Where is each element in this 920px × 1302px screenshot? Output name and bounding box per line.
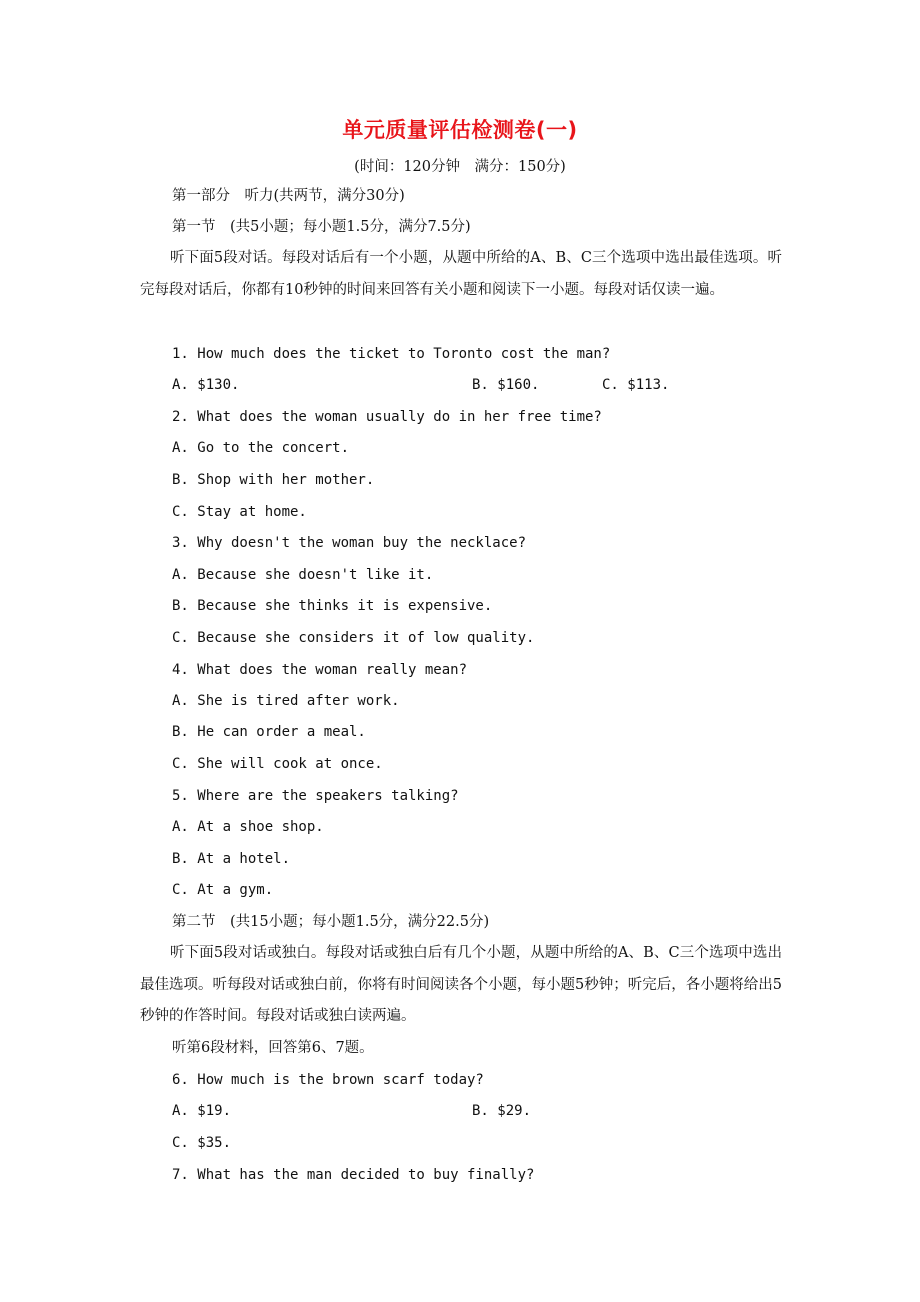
question-5-option-c: C. At a gym. bbox=[172, 882, 274, 898]
question-7-stem: 7. What has the man decided to buy finally? bbox=[172, 1167, 535, 1183]
question-2-option-c: C. Stay at home. bbox=[172, 504, 307, 520]
question-5-option-b: B. At a hotel. bbox=[172, 851, 291, 867]
question-1-stem: 1. How much does the ticket to Toronto cost the man? bbox=[172, 346, 611, 362]
question-1-option-c: C. $113. bbox=[602, 377, 670, 393]
section1-heading: 第一节 (共5小题；每小题1.5分，满分7.5分) bbox=[172, 219, 471, 235]
question-2-option-b: B. Shop with her mother. bbox=[172, 472, 375, 488]
question-4-stem: 4. What does the woman really mean? bbox=[172, 662, 468, 678]
question-3-option-c: C. Because she considers it of low quality. bbox=[172, 630, 535, 646]
question-3-stem: 3. Why doesn't the woman buy the necklace? bbox=[172, 535, 527, 551]
question-4-option-c: C. She will cook at once. bbox=[172, 756, 383, 772]
question-2-stem: 2. What does the woman usually do in her free time? bbox=[172, 409, 602, 425]
section1-instructions: 听下面5段对话。每段对话后有一个小题，从题中所给的A、B、C三个选项中选出最佳选项。听完每段对话后，你都有10秒钟的时间来回答有关小题和阅读下一小题。每段对话仅读一遍。 bbox=[140, 250, 782, 298]
question-3-option-a: A. Because she doesn't like it. bbox=[172, 567, 434, 583]
section2-heading: 第二节 (共15小题；每小题1.5分，满分22.5分) bbox=[172, 914, 490, 930]
page-title: 单元质量评估检测卷(一) bbox=[342, 118, 578, 142]
section2-instructions: 听下面5段对话或独白。每段对话或独白后有几个小题，从题中所给的A、B、C三个选项中选出最佳选项。听每段对话或独白前，你将有时间阅读各个小题，每小题5秒钟；听完后，各小题将给出5秒钟的作答时间。每段对话或独白读两遍。 bbox=[140, 945, 782, 1024]
part1-heading: 第一部分 听力(共两节，满分30分) bbox=[172, 188, 405, 204]
question-1-option-b: B. $160. bbox=[472, 377, 540, 393]
question-6-option-a: A. $19. bbox=[172, 1103, 232, 1119]
material-6-heading: 听第6段材料，回答第6、7题。 bbox=[172, 1040, 374, 1056]
question-5-option-a: A. At a shoe shop. bbox=[172, 819, 324, 835]
question-6-option-b: B. $29. bbox=[472, 1103, 532, 1119]
question-4-option-b: B. He can order a meal. bbox=[172, 724, 366, 740]
question-4-option-a: A. She is tired after work. bbox=[172, 693, 400, 709]
question-1-option-a: A. $130. bbox=[172, 377, 240, 393]
question-6-option-c: C. $35. bbox=[172, 1135, 232, 1151]
question-5-stem: 5. Where are the speakers talking? bbox=[172, 788, 459, 804]
question-2-option-a: A. Go to the concert. bbox=[172, 440, 350, 456]
question-6-stem: 6. How much is the brown scarf today? bbox=[172, 1072, 484, 1088]
question-3-option-b: B. Because she thinks it is expensive. bbox=[172, 598, 493, 614]
exam-time-score: (时间：120分钟 满分：150分) bbox=[354, 159, 566, 175]
